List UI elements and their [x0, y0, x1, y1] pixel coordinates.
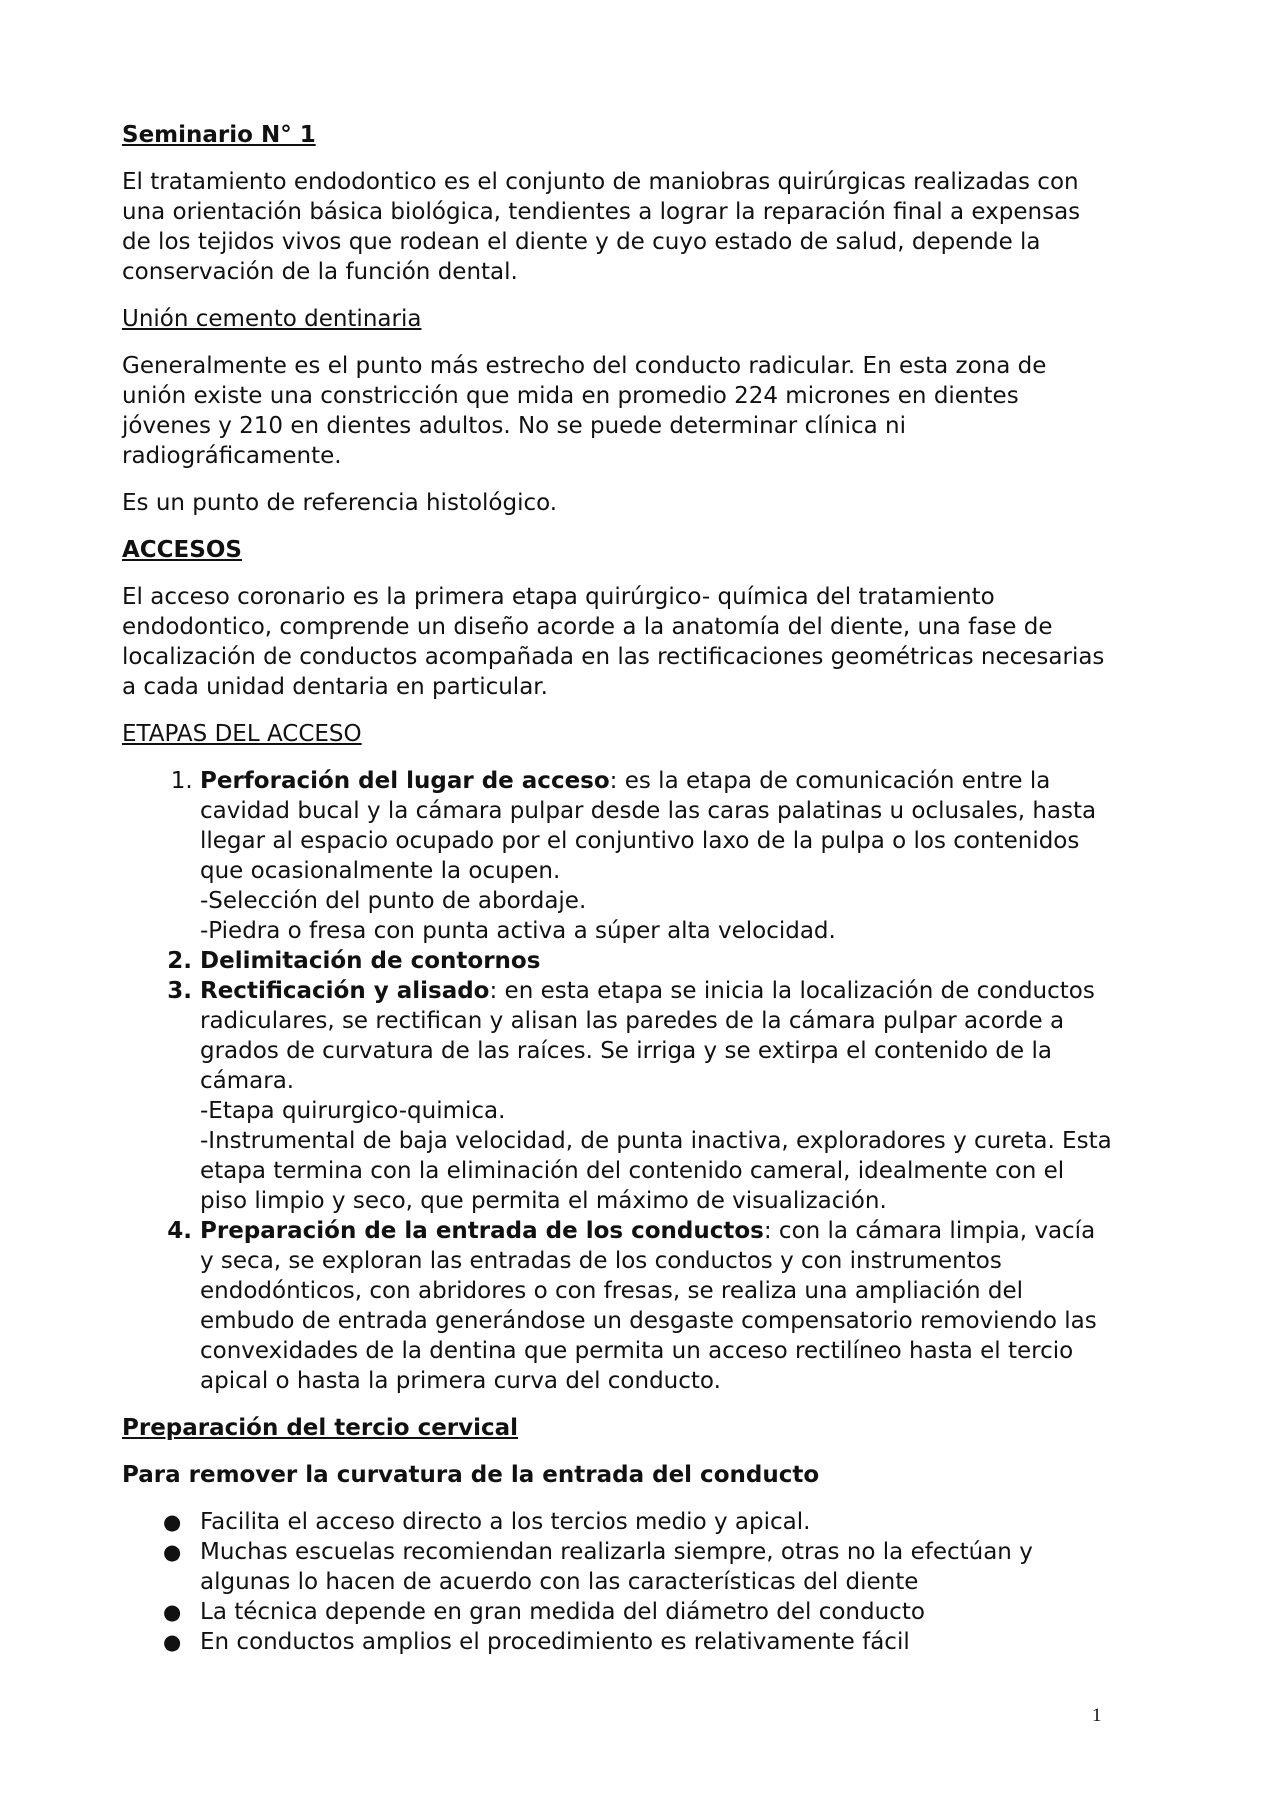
cervical-bullet-list: [122, 1507, 1112, 1657]
step-title: Preparación de la entrada de los conductos: [200, 1218, 764, 1244]
list-item: [200, 976, 1112, 1216]
accesos-paragraph: El acceso coronario es la primera etapa quirúrgico- química del tratamiento endodontico, comprende un diseño acorde a la anatomía del diente, una fase de localización de conductos acompañada en las rectificaciones geométricas necesarias a cada unidad dentaria en particular.: [122, 584, 1105, 700]
cervical-heading: Preparación del tercio cervical: [122, 1415, 519, 1441]
list-item: ● Muchas escuelas recomiendan realizarla siempre, otras no la efectúan y algunas lo hacen de acuerdo con las características del diente: [200, 1537, 1112, 1597]
step-title: Rectificación y alisado: [200, 978, 490, 1004]
step-subpoint: -Piedra o fresa con punta activa a súper alta velocidad.: [200, 918, 836, 944]
cervical-subheading: Para remover la curvatura de la entrada del conducto: [122, 1462, 820, 1488]
step-title: Delimitación de contornos: [200, 948, 541, 974]
step-subpoint: -Instrumental de baja velocidad, de punta inactiva, exploradores y cureta. Esta etapa termina con la eliminación del contenido cameral, idealmente con el piso limpio y seco, que permita el máximo de visualización.: [200, 1128, 1112, 1214]
union-heading: Unión cemento dentinaria: [122, 306, 422, 332]
document-title: Seminario N° 1: [122, 122, 316, 148]
step-title: Perforación del lugar de acceso: [200, 768, 610, 794]
step-text: : en esta etapa se inicia la localización de conductos radiculares, se rectifican y alisan las paredes de la cámara pulpar acorde a grados de curvatura de las raíces. Se irriga y se extirpa el contenido de la cámara.: [200, 978, 1095, 1094]
list-item: ● La técnica depende en gran medida del diámetro del conducto: [200, 1597, 1112, 1627]
union-paragraph: Generalmente es el punto más estrecho del conducto radicular. En esta zona de unión existe una constricción que mida en promedio 224 micrones en dientes jóvenes y 210 en dientes adultos. No se puede determinar clínica ni radiográficamente.: [122, 353, 1047, 469]
step-subpoint: -Selección del punto de abordaje.: [200, 888, 587, 914]
union-note: Es un punto de referencia histológico.: [122, 490, 558, 516]
step-text: : con la cámara limpia, vacía y seca, se exploran las entradas de los conductos y con instrumentos endodónticos, con abridores o con fresas, se realiza una ampliación del embudo de entrada generándose un desgaste compensatorio removiendo las convexidades de la dentina que permita un acceso rectilíneo hasta el tercio apical o hasta la primera curva del conducto.: [200, 1218, 1097, 1394]
list-item: [200, 766, 1112, 946]
step-subpoint: -Etapa quirurgico-quimica.: [200, 1098, 506, 1124]
etapas-heading: ETAPAS DEL ACCESO: [122, 721, 362, 747]
list-item: [200, 946, 1112, 976]
intro-paragraph: El tratamiento endodontico es el conjunto de maniobras quirúrgicas realizadas con una orientación básica biológica, tendientes a lograr la reparación final a expensas de los tejidos vivos que rodean el diente y de cuyo estado de salud, depende la conservación de la función dental.: [122, 169, 1081, 285]
etapas-list: [122, 766, 1112, 1396]
step-text: : es la etapa de comunicación entre la cavidad bucal y la cámara pulpar desde las caras palatinas u oclusales, hasta llegar al espacio ocupado por el conjuntivo laxo de la pulpa o los contenidos que ocasionalmente la ocupen.: [200, 768, 1097, 884]
page-number: 1: [1092, 1705, 1102, 1726]
list-item: ● En conductos amplios el procedimiento es relativamente fácil: [200, 1627, 1112, 1657]
list-item: [200, 1216, 1112, 1396]
accesos-heading: ACCESOS: [122, 537, 242, 563]
document-page: [122, 120, 1112, 1657]
list-item: ● Facilita el acceso directo a los tercios medio y apical.: [200, 1507, 1112, 1537]
